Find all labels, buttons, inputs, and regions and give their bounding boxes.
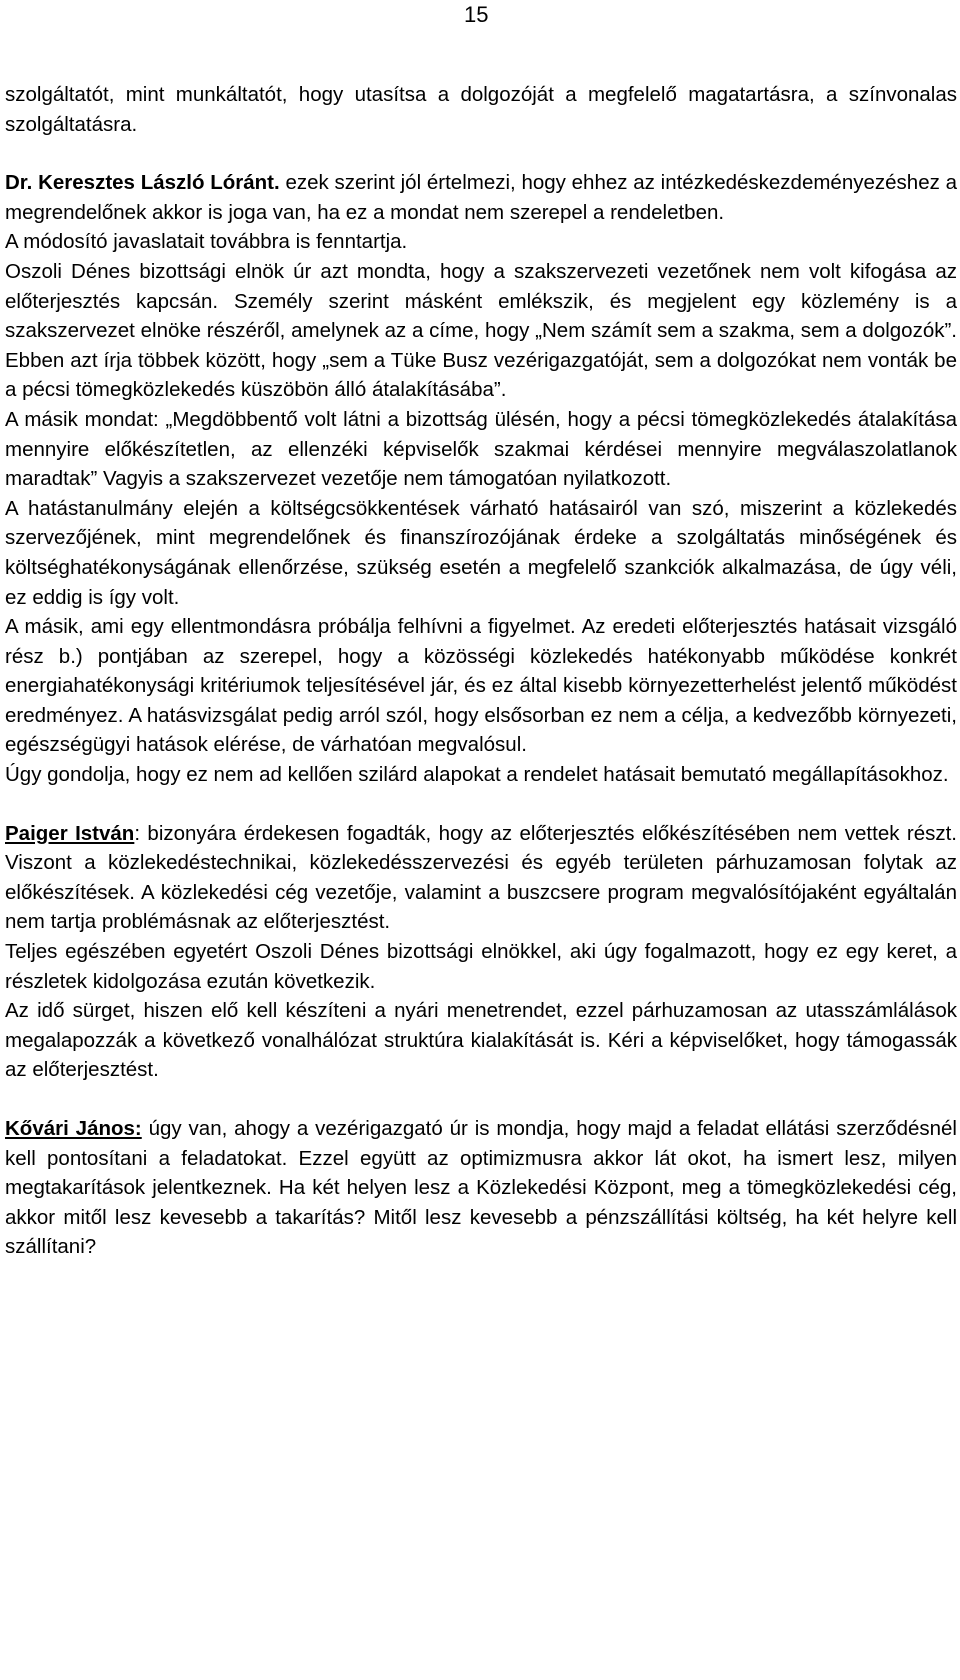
paragraph: Kővári János: úgy van, ahogy a vezérigazgató úr is mondja, hogy majd a feladat ellátási szerződésnél kell pontosítani a feladatokat. Ezzel együtt az optimizmusra akkor lát okot, ha ismert lesz, milyen megtakarítások jelentkeznek. Ha két helyen lesz a Közlekedési Központ, meg a tömegközlekedési cég, akkor mitől lesz kevesebb a takarítás? Mitől lesz kevesebb a pénzszállítási költség, ha két helyre kell szállítani?: [5, 1117, 957, 1259]
paragraph: A másik mondat: „Megdöbbentő volt látni a bizottság ülésén, hogy a pécsi tömegközlekedés átalakítása mennyire előkészítetlen, az ellenzéki képviselők szakmai kérdései mennyire megválaszolatlanok maradtak” Vagyis a szakszervezet vezetője nem támogatóan nyilatkozott.: [5, 407, 957, 491]
paragraph: A módosító javaslatait továbbra is fenntartja.: [5, 230, 408, 254]
paragraph: Teljes egészében egyetért Oszoli Dénes bizottsági elnökkel, aki úgy fogalmazott, hogy ez egy keret, a részletek kidolgozása ezután következik.: [5, 940, 957, 993]
paragraph: Az idő sürget, hiszen elő kell készíteni a nyári menetrendet, ezzel párhuzamosan az utasszámlálások megalapozzák a következő vonalhálózat struktúra kialakítását is. Kéri a képviselőket, hogy támogassák az előterjesztést.: [5, 999, 957, 1082]
paragraph: A hatástanulmány elején a költségcsökkentések várható hatásairól van szó, miszerint a közlekedés szervezőjének, mint megrendelőnek és finanszírozójának érdeke a szolgáltatás minőségének és költséghatékonyságának ellenőrzése, szükség esetén a megfelelő szankciók alkalmazása, de úgy véli, ez eddig is így volt.: [5, 496, 957, 609]
speaker-name: Paiger István: [5, 821, 135, 845]
page-number: 15: [464, 2, 489, 27]
speaker-name: Dr. Keresztes László Lóránt.: [5, 171, 280, 195]
paragraph: Oszoli Dénes bizottsági elnök úr azt mondta, hogy a szakszervezeti vezetőnek nem volt kifogása az előterjesztés kapcsán. Személy szerint másként emlékszik, és megjelent egy közlemény is a szakszervezet elnöke részéről, amelynek az a címe, hogy „Nem számít sem a szakma, sem a dolgozók”. Ebben azt írja többek között, hogy „sem a Tüke Busz vezérigazgatóját, sem a dolgozókat nem vonták be a pécsi tömegközlekedés küszöbön álló átalakításába”.: [5, 259, 957, 402]
paragraph: szolgáltatót, mint munkáltatót, hogy utasítsa a dolgozóját a megfelelő magatartásra, a színvonalas szolgáltatásra.: [5, 83, 957, 136]
paragraph: Dr. Keresztes László Lóránt. ezek szerint jól értelmezi, hogy ehhez az intézkedéskezdeményezéshez a megrendelőnek akkor is joga van, ha ez a mondat nem szerepel a rendeletben.: [5, 171, 957, 224]
document-body: [5, 80, 957, 1262]
paragraph: Úgy gondolja, hogy ez nem ad kellően szilárd alapokat a rendelet hatásait bemutató megállapításokhoz.: [5, 763, 949, 787]
paragraph: A másik, ami egy ellentmondásra próbálja felhívni a figyelmet. Az eredeti előterjesztés hatásait vizsgáló rész b.) pontjában az szerepel, hogy a közösségi közlekedés hatékonyabb működése konkrét energiahatékonysági kritériumok teljesítésével jár, és ez által kisebb környezetterhelést jelentő működést eredményez. A hatásvizsgálat pedig arról szól, hogy elsősorban ez nem a célja, a kedvezőbb környezeti, egészségügyi hatások elérése, de várhatóan megvalósul.: [5, 615, 957, 757]
paragraph: Paiger István: bizonyára érdekesen fogadták, hogy az előterjesztés előkészítésében nem vettek részt. Viszont a közlekedéstechnikai, közlekedésszervezési és egyéb területen párhuzamosan folytak az előkészítések. A közlekedési cég vezetője, valamint a buszcsere program megvalósítójaként egyáltalán nem tartja problémásnak az előterjesztést.: [5, 821, 957, 934]
speaker-name: Kővári János:: [5, 1117, 142, 1140]
